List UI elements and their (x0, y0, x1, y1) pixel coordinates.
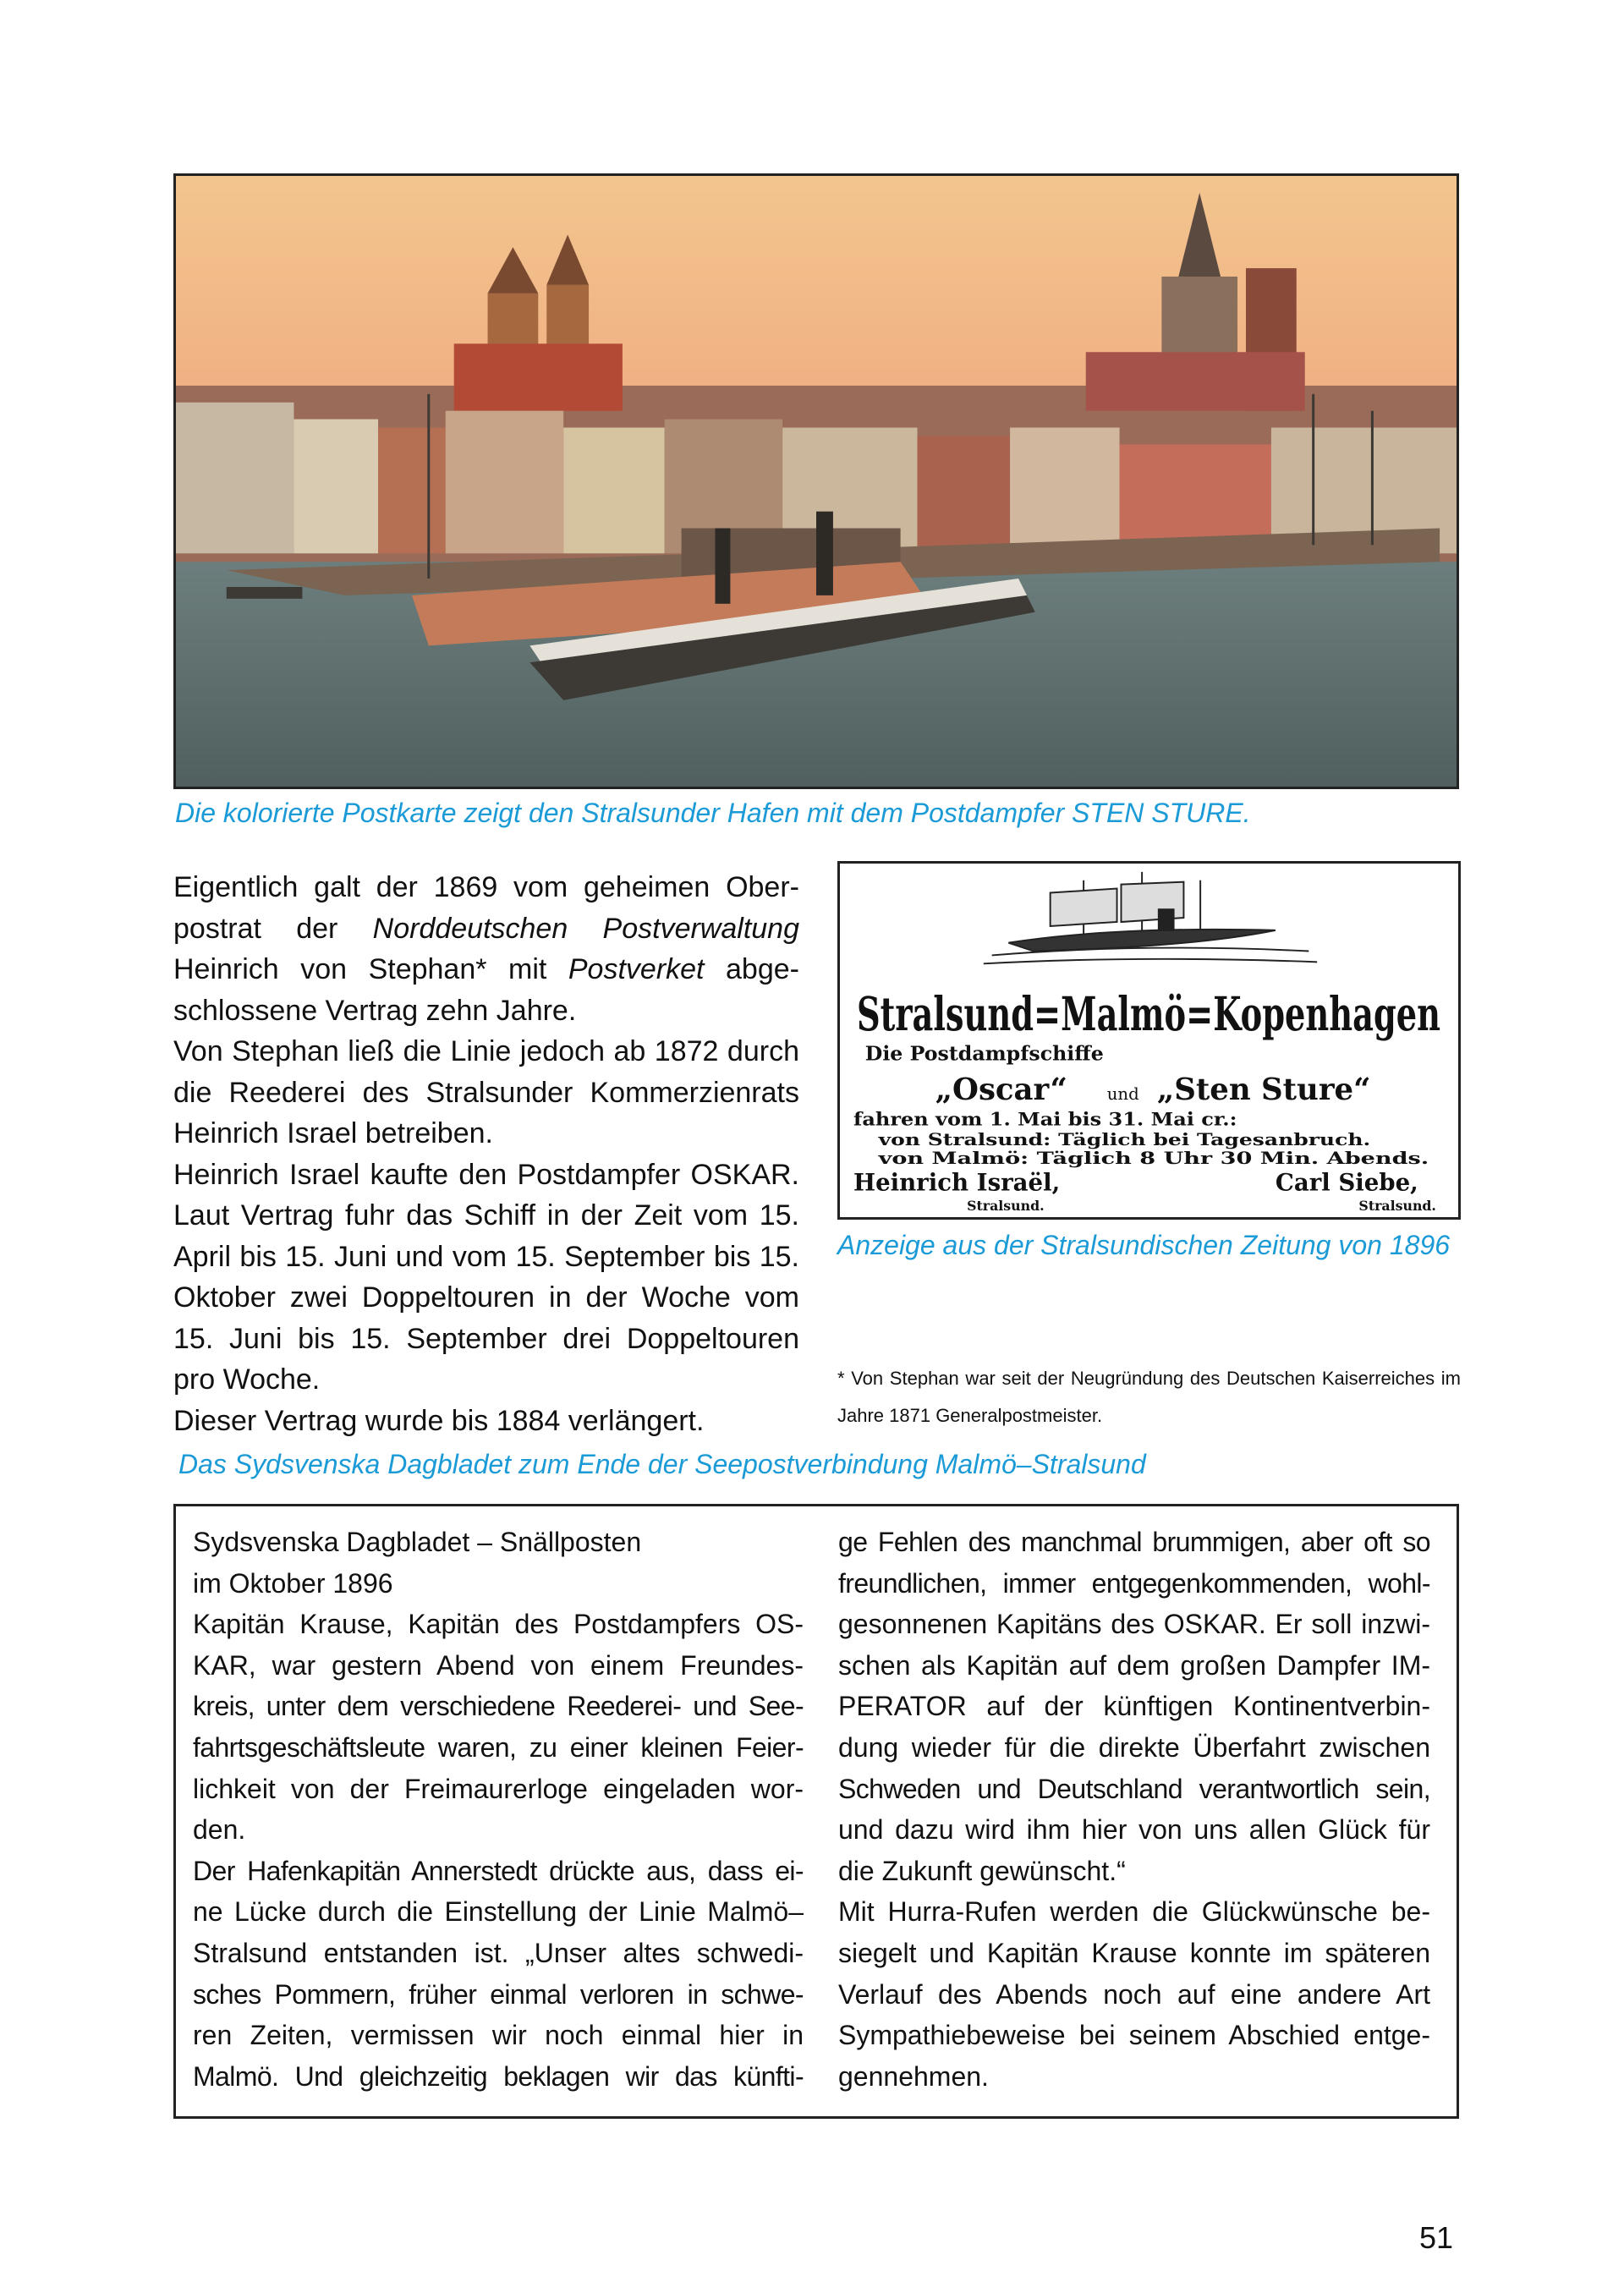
page-number: 51 (1418, 2220, 1453, 2255)
article-line: freundlichen, immer entgegenkommenden, wohl- (838, 1567, 1430, 1599)
article-line: kreis, unter dem verschiedene Reederei- und See- (193, 1691, 804, 1722)
body-paragraph-1: Eigentlich galt der 1869 vom geheimen Oberpostrat der Norddeutschen Postverwaltung Heinrich von Stephan* mit Postverket abgeschlossene Vertrag zehn Jahre. (173, 871, 799, 1027)
article-line: im Oktober 1896 (193, 1567, 393, 1599)
body-paragraph-3: Heinrich Israel kaufte den Postdampfer OSKAR. Laut Vertrag fuhr das Schiff in der Zeit vom 15. April bis 15. Juni und vom 15. September bis 15. Oktober zwei Doppeltouren in der Woche vom 15. Juni bis 15. September drei Doppeltouren pro Woche. (173, 1158, 799, 1396)
article-line: Stralsund entstanden ist. „Unser altes schwedi- (193, 1937, 804, 1968)
ad-und: und (1106, 1083, 1139, 1104)
ad-signature-siebe-place: Stralsund. (1358, 1198, 1436, 1215)
article-line: schen als Kapitän auf dem großen Dampfer IM- (838, 1649, 1430, 1681)
body-paragraph-2: Von Stephan ließ die Linie jedoch ab 1872 durch die Reederei des Stralsunder Kommerzienrats Heinrich Israel betreiben. (173, 1035, 799, 1149)
article-line: Schweden und Deutschland verantwortlich sein, (838, 1773, 1430, 1804)
article-caption: Das Sydsvenska Dagbladet zum Ende der Seepostverbindung Malmö–Stralsund (178, 1449, 1146, 1479)
article-line: Sympathiebeweise bei seinem Abschied entge- (838, 2020, 1430, 2051)
ad-signature-israel-place: Stralsund. (967, 1198, 1045, 1215)
ad-signature-israel: Heinrich Israël, (853, 1168, 1061, 1197)
newspaper-advertisement (837, 861, 1461, 1220)
advertisement-caption: Anzeige aus der Stralsundischen Zeitung von 1896 (837, 1230, 1451, 1260)
article-column-right (838, 1522, 1430, 2097)
ad-ship-oscar: „Oscar“ (935, 1072, 1067, 1107)
article-line: Kapitän Krause, Kapitän des Postdampfers OS- (193, 1609, 804, 1640)
article-line: und dazu wird ihm hier von uns allen Glück für (838, 1814, 1430, 1846)
article-line: Sydsvenska Dagbladet – Snällposten (193, 1527, 642, 1557)
ad-line-postdampfer: Die Postdampfschiffe (864, 1041, 1104, 1066)
article-line: die Zukunft gewünscht.“ (838, 1855, 1126, 1886)
footnote: * Von Stephan war seit der Neugründung des Deutschen Kaiserreiches im Jahre 1871 Generalpostmeister. (837, 1368, 1461, 1426)
article-line: ren Zeiten, vermissen wir noch einmal hier in (193, 2020, 804, 2051)
article-line: fahrtsgeschäftsleute waren, zu einer kleinen Feier- (193, 1731, 804, 1763)
article-line: den. (193, 1814, 246, 1846)
article-line: gesonnenen Kapitäns des OSKAR. Er soll inzwi- (838, 1609, 1430, 1640)
ad-line-stralsund: von Stralsund: Täglich bei Tagesanbruch. (877, 1129, 1371, 1150)
ad-headline: Stralsund=Malmö=Kopenhagen (856, 987, 1441, 1043)
article-line: sches Pommern, früher einmal verloren in schwe- (193, 1978, 804, 2010)
body-paragraph-4: Dieser Vertrag wurde bis 1884 verlängert. (173, 1404, 705, 1437)
postcard-image (173, 173, 1459, 789)
article-line: Malmö. Und gleichzeitig beklagen wir das künfti- (193, 2060, 804, 2092)
article-line: PERATOR auf der künftigen Kontinentverbin- (838, 1691, 1430, 1722)
ad-line-malmo: von Malmö: Täglich 8 Uhr 30 Min. Abends. (877, 1147, 1429, 1168)
article-line: Verlauf des Abends noch auf eine andere Art (838, 1978, 1430, 2010)
postcard-caption: Die kolorierte Postkarte zeigt den Stralsunder Hafen mit dem Postdampfer STEN STURE. (175, 798, 1251, 828)
body-text (173, 867, 799, 1441)
newspaper-article-box (173, 1504, 1459, 2119)
ad-ship-sten-sture: „Sten Sture“ (1156, 1072, 1371, 1107)
article-column-left (193, 1522, 804, 2097)
harbor-illustration (176, 176, 1457, 787)
article-line: lichkeit von der Freimaurerloge eingeladen wor- (193, 1773, 804, 1804)
advertisement-image (840, 864, 1458, 1217)
article-line: siegelt und Kapitän Krause konnte im späteren (838, 1937, 1430, 1968)
ad-line-dates: fahren vom 1. Mai bis 31. Mai cr.: (853, 1109, 1237, 1131)
ad-signature-siebe: Carl Siebe, (1275, 1168, 1418, 1197)
article-line: gennehmen. (838, 2060, 989, 2092)
article-line: Mit Hurra-Rufen werden die Glückwünsche be- (838, 1896, 1430, 1928)
article-line: KAR, war gestern Abend von einem Freundes- (193, 1649, 804, 1681)
article-line: ne Lücke durch die Einstellung der Linie Malmö– (193, 1896, 804, 1928)
article-line: ge Fehlen des manchmal brummigen, aber oft so (838, 1527, 1430, 1557)
article-line: dung wieder für die direkte Überfahrt zwischen (838, 1731, 1430, 1763)
article-line: Der Hafenkapitän Annerstedt drückte aus, dass ei- (193, 1855, 804, 1886)
ship-engraving (984, 872, 1317, 963)
